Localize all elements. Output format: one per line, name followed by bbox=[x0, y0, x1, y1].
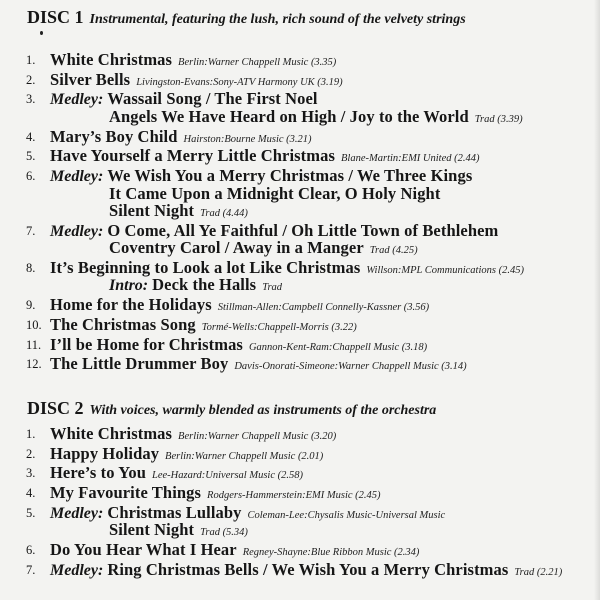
track-credit: Gannon-Kent-Ram:Chappell Music (3.18) bbox=[248, 341, 428, 353]
track-credit: Regney-Shayne:Blue Ribbon Music (2.34) bbox=[242, 547, 420, 558]
track-title: Ring Christmas Bells / We Wish You a Merry Christmas bbox=[107, 559, 509, 579]
track-prefix: Intro: bbox=[109, 277, 149, 295]
track-title: Wassail Song / The First Noel bbox=[107, 89, 318, 109]
track-credit: Tormé-Wells:Chappell-Morris (3.22) bbox=[201, 321, 357, 333]
track-title: Silent Night bbox=[109, 201, 195, 220]
track-number: 7. bbox=[26, 562, 36, 577]
track-number: 4. bbox=[26, 129, 36, 144]
track-credit: Trad (2.21) bbox=[514, 566, 563, 578]
track-title: It Came Upon a Midnight Clear, O Holy Night bbox=[109, 183, 441, 203]
track-credit: Stillman-Allen:Campbell Connelly-Kassner (3.56) bbox=[217, 302, 430, 314]
track-credit: Rodgers-Hammerstein:EMI Music (2.45) bbox=[207, 490, 381, 502]
track-number: 5. bbox=[26, 149, 36, 164]
disc-label: DISC 1 bbox=[27, 7, 84, 27]
track-title: Home for the Holidays bbox=[50, 295, 212, 315]
track-title: Deck the Halls bbox=[152, 275, 257, 295]
track-number: 7. bbox=[26, 223, 36, 238]
track-number: 6. bbox=[26, 169, 36, 183]
track-title: Here’s to You bbox=[50, 463, 147, 483]
track-line-content bbox=[50, 354, 467, 377]
track-number: 4. bbox=[26, 486, 36, 501]
track-title: Angels We Have Heard on High / Joy to the World bbox=[109, 106, 469, 126]
track-credit: Lee-Hazard:Universal Music (2.58) bbox=[152, 470, 303, 482]
track-title: O Come, All Ye Faithful / Oh Little Town of Bethlehem bbox=[107, 220, 499, 240]
track-credit: Berlin:Warner Chappell Music (2.01) bbox=[165, 450, 324, 462]
track-credit: Livingston-Evans:Sony-ATV Harmony UK (3.19) bbox=[136, 76, 343, 88]
track-title: It’s Beginning to Look a lot Like Christmas bbox=[50, 257, 361, 277]
disc-header bbox=[27, 7, 466, 28]
track-number: 2. bbox=[26, 446, 36, 461]
track-title: Silver Bells bbox=[50, 69, 131, 89]
track-number: 5. bbox=[26, 505, 36, 520]
track-credit: Blane-Martin:EMI United (2.44) bbox=[341, 153, 480, 165]
track-number: 10. bbox=[26, 317, 42, 332]
track-credit: Trad bbox=[262, 282, 283, 294]
track-title: We Wish You a Merry Christmas / We Three Kings bbox=[107, 166, 473, 185]
track-credit: Trad (4.25) bbox=[369, 245, 418, 257]
track-number: 6. bbox=[26, 543, 36, 557]
track-title: Do You Hear What I Hear bbox=[50, 540, 237, 559]
track-title: Happy Holiday bbox=[50, 443, 160, 463]
track-prefix: Medley: bbox=[50, 91, 104, 109]
track-title: Have Yourself a Merry Little Christmas bbox=[50, 146, 335, 166]
page-edge-shadow bbox=[594, 0, 600, 600]
track-title: White Christmas bbox=[50, 50, 173, 69]
track-title: Silent Night bbox=[109, 520, 195, 540]
track-number: 9. bbox=[26, 298, 36, 313]
disc-label: DISC 2 bbox=[27, 398, 84, 418]
track-prefix: Medley: bbox=[50, 168, 104, 185]
track-credit: Berlin:Warner Chappell Music (3.20) bbox=[178, 431, 337, 442]
track-credit: Trad (3.39) bbox=[474, 113, 523, 125]
track-prefix: Medley: bbox=[50, 504, 104, 522]
track-credit: Coleman-Lee:Chysalis Music-Universal Music bbox=[247, 509, 446, 521]
track-number: 1. bbox=[26, 53, 36, 67]
track-title: Mary’s Boy Child bbox=[50, 126, 178, 146]
track-number: 1. bbox=[26, 427, 36, 441]
track-title: Christmas Lullaby bbox=[107, 502, 242, 522]
track-prefix: Medley: bbox=[50, 222, 104, 240]
track-credit: Trad (5.34) bbox=[200, 527, 248, 539]
track-title: The Christmas Song bbox=[50, 314, 196, 334]
track-title: My Favourite Things bbox=[50, 483, 202, 503]
track-credit: Hairston:Bourne Music (3.21) bbox=[183, 133, 312, 145]
track-number: 11. bbox=[26, 337, 42, 352]
disc-header bbox=[27, 398, 436, 419]
track-number: 3. bbox=[26, 466, 36, 481]
track-number: 3. bbox=[26, 92, 36, 107]
track-line-content bbox=[50, 560, 562, 583]
track-number: 8. bbox=[26, 260, 36, 275]
track-prefix: Medley: bbox=[50, 561, 104, 579]
track-credit: Berlin:Warner Chappell Music (3.35) bbox=[178, 57, 337, 68]
track-title: White Christmas bbox=[50, 424, 173, 443]
track-credit: Trad (4.44) bbox=[200, 208, 248, 219]
track-number: 2. bbox=[26, 72, 36, 87]
disc-subtitle: Instrumental, featuring the lush, rich sound of the velvety strings bbox=[89, 12, 466, 27]
track-number: 12. bbox=[26, 357, 42, 372]
track-credit: Davis-Onorati-Simeone:Warner Chappell Music (3.14) bbox=[234, 361, 467, 373]
track-title: Coventry Carol / Away in a Manger bbox=[109, 238, 364, 258]
disc-subtitle: With voices, warmly blended as instruments of the orchestra bbox=[89, 403, 437, 418]
track-title: The Little Drummer Boy bbox=[50, 354, 229, 374]
track-credit: Willson:MPL Communications (2.45) bbox=[366, 264, 524, 276]
bullet-mark bbox=[40, 31, 43, 35]
track-title: I’ll be Home for Christmas bbox=[50, 334, 243, 354]
